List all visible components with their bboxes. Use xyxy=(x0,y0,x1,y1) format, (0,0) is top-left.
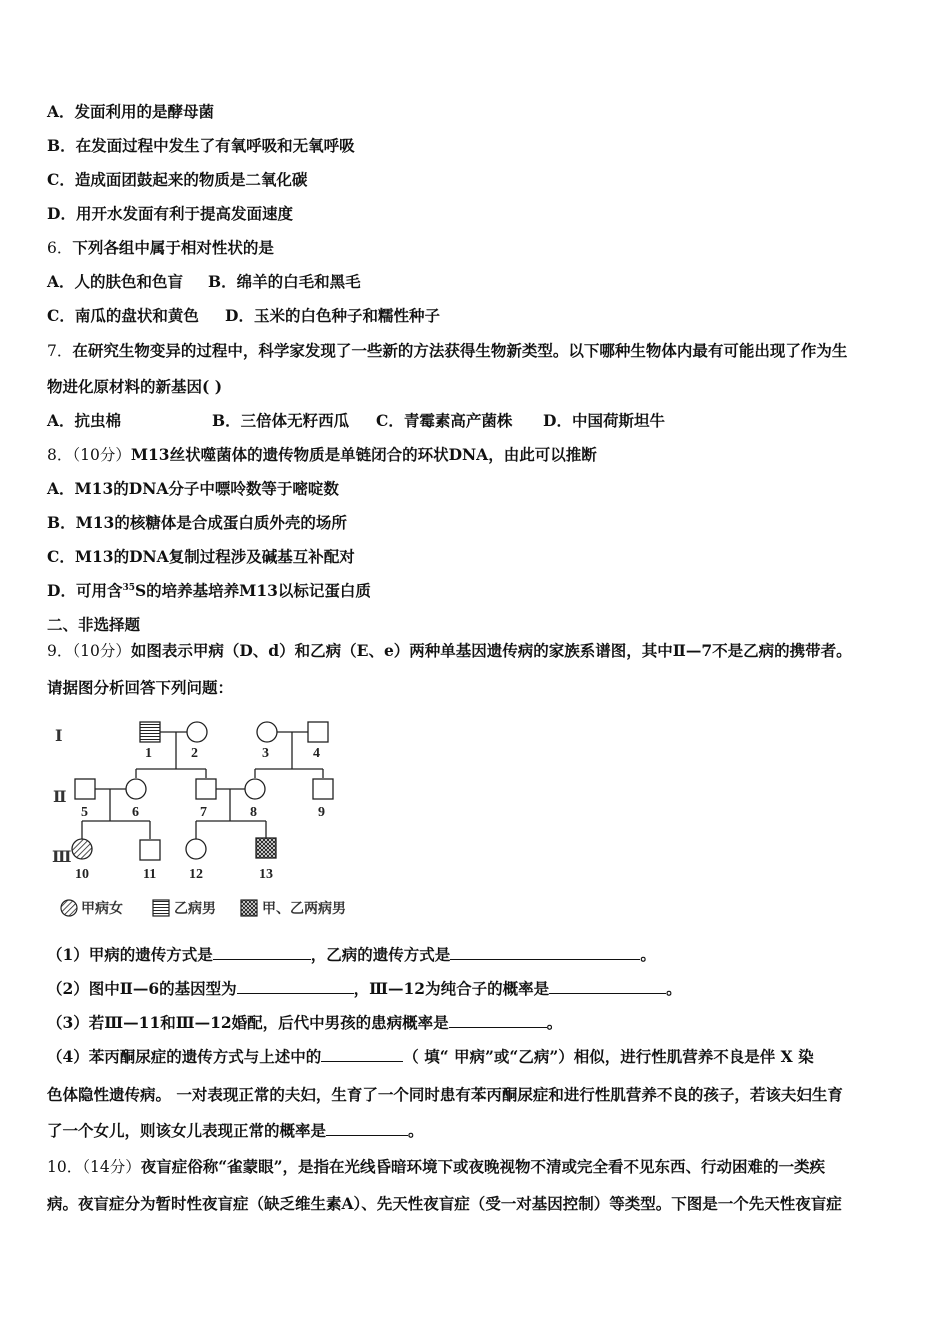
q7-stem-line2: 物进化原材料的新基因( ) xyxy=(47,377,223,396)
q9-part4-text-e: 。 xyxy=(408,1121,424,1140)
individual-numbers xyxy=(75,746,325,882)
q9-part3-blank[interactable] xyxy=(449,1013,547,1028)
individual-4-male xyxy=(308,722,328,742)
individual-12-female xyxy=(186,839,206,859)
q9-part4-line1 xyxy=(47,1047,814,1067)
q6-options-row2 xyxy=(47,306,440,326)
q7-stem-text1: 在研究生物变异的过程中，科学家发现了一些新的方法获得生物新类型。以下哪种生物体内最有可能出现了作为生 xyxy=(72,341,848,360)
q6-options-row1 xyxy=(47,272,361,292)
individual-5-male xyxy=(75,779,95,799)
q9-part3-text-b: 。 xyxy=(546,1013,563,1032)
q7-options xyxy=(47,411,665,431)
label-12: 12 xyxy=(189,867,203,882)
q9-part2 xyxy=(47,979,682,999)
q8-option-b: B．M13的核糖体是合成蛋白质外壳的场所 xyxy=(47,513,347,532)
gen-label-1: Ⅰ xyxy=(55,728,63,745)
legend-affected-male-b-symbol xyxy=(153,900,169,916)
legend-affected-male-b-label: 乙病男 xyxy=(174,902,216,917)
q8-stem xyxy=(47,445,597,465)
label-1: 1 xyxy=(145,746,152,761)
q9-part1 xyxy=(47,945,656,965)
q9-part4-text-b: （ 填“ 甲病”或“乙病”）相似，进行性肌营养不良是伴 X 染 xyxy=(403,1047,814,1066)
q9-part4-line2: 色体隐性遗传病。 一对表现正常的夫妇，生育了一个同时患有苯丙酮尿症和进行性肌营养不良的孩子，若该夫妇生育 xyxy=(47,1085,843,1104)
q9-part2-blank-1[interactable] xyxy=(237,979,354,994)
q9-stem-line2: 请据图分析回答下列问题： xyxy=(47,678,234,697)
q10-stem-line1 xyxy=(47,1157,825,1177)
section-heading: 二、非选择题 xyxy=(47,615,141,634)
q10-stem-line2: 病。夜盲症分为暂时性夜盲症（缺乏维生素A）、先天性夜盲症（受一对基因控制）等类型。下图是一个先天性夜盲症 xyxy=(47,1194,842,1213)
legend-affected-female-symbol xyxy=(61,900,77,916)
gen-label-3: Ⅲ xyxy=(52,849,72,866)
q9-part3 xyxy=(47,1013,562,1033)
q9-part2-blank-2[interactable] xyxy=(549,979,666,994)
label-8: 8 xyxy=(250,805,257,820)
individual-11-male xyxy=(140,840,160,860)
q9-part1-text-b: ，乙病的遗传方式是 xyxy=(310,945,451,964)
pedigree-legend xyxy=(61,900,346,917)
q9-stem-text1: 如图表示甲病（D、d）和乙病（E、e）两种单基因遗传病的家族系谱图，其中Ⅱ—7不是乙病的携带者。 xyxy=(130,641,852,660)
individual-7-male xyxy=(196,779,216,799)
legend-affected-male-ab-label: 甲、乙两病男 xyxy=(262,902,346,917)
individual-6-female xyxy=(126,779,146,799)
q8-stem-text: M13丝状噬菌体的遗传物质是单链闭合的环状DNA，由此可以推断 xyxy=(130,445,597,464)
q9-part2-text-c: 。 xyxy=(666,979,682,998)
q9-part4-blank-2[interactable] xyxy=(326,1121,408,1136)
q7-stem-line1 xyxy=(47,341,847,361)
q9-part2-text-a: （2）图中Ⅱ—6的基因型为 xyxy=(47,979,237,998)
individual-10-affected-female-a xyxy=(72,839,92,859)
legend-affected-female-label: 甲病女 xyxy=(81,902,123,917)
individual-9-male xyxy=(313,779,333,799)
q6-option-c: C．南瓜的盘状和黄色 xyxy=(47,306,199,325)
q10-stem-text1: 夜盲症俗称“雀蒙眼”，是指在光线昏暗环境下或夜晚视物不清或完全看不见东西、行动困难的一类疾 xyxy=(140,1157,826,1176)
q8-option-c: C．M13的DNA复制过程涉及碱基互补配对 xyxy=(47,547,355,566)
gen-label-2: Ⅱ xyxy=(53,789,67,806)
q9-part4-line3 xyxy=(47,1121,424,1141)
q9-part1-blank-1[interactable] xyxy=(213,945,311,960)
pedigree-chart xyxy=(45,708,375,928)
label-5: 5 xyxy=(81,805,88,820)
q9-stem-line1 xyxy=(47,641,852,661)
q9-part4-blank-1[interactable] xyxy=(321,1047,403,1062)
q9-part4-text-d: 了一个女儿，则该女儿表现正常的概率是 xyxy=(47,1121,327,1140)
q9-part4-text-a: （4）苯丙酮尿症的遗传方式与上述中的 xyxy=(47,1047,322,1066)
q6-option-b: B．绵羊的白毛和黑毛 xyxy=(208,272,361,291)
q9-part2-text-b: ，Ⅲ—12为纯合子的概率是 xyxy=(353,979,550,998)
label-6: 6 xyxy=(132,805,139,820)
label-3: 3 xyxy=(262,746,269,761)
q9-part3-text-a: （3）若Ⅲ—11和Ⅲ—12婚配，后代中男孩的患病概率是 xyxy=(47,1013,449,1032)
q10-number: 10．（14分） xyxy=(47,1158,141,1176)
individual-1-affected-male-b xyxy=(140,722,160,742)
individual-13-affected-male-ab xyxy=(256,838,276,858)
q7-option-a: A．抗虫棉 xyxy=(47,411,122,430)
q5-option-a: A．发面利用的是酵母菌 xyxy=(47,102,215,121)
individual-3-female xyxy=(257,722,277,742)
label-13: 13 xyxy=(259,867,273,882)
q8-option-d-superscript: 35 xyxy=(122,582,135,593)
q8-number: 8．（10分） xyxy=(47,446,131,464)
q9-part1-text-a: （1）甲病的遗传方式是 xyxy=(47,945,213,964)
q9-part1-text-c: 。 xyxy=(640,945,656,964)
q9-part1-blank-2[interactable] xyxy=(450,945,640,960)
q6-stem xyxy=(47,238,274,258)
q6-number: 6． xyxy=(47,239,73,257)
label-4: 4 xyxy=(313,746,320,761)
q5-option-d: D．用开水发面有利于提高发面速度 xyxy=(47,204,293,223)
generation-labels xyxy=(52,728,71,866)
q7-option-b: B．三倍体无籽西瓜 xyxy=(212,411,350,430)
q9-number: 9．（10分） xyxy=(47,642,131,660)
q5-option-c: C．造成面团鼓起来的物质是二氧化碳 xyxy=(47,170,308,189)
q7-option-c: C．青霉素高产菌株 xyxy=(376,411,513,430)
label-9: 9 xyxy=(318,805,325,820)
q8-option-a: A．M13的DNA分子中嘌呤数等于嘧啶数 xyxy=(47,479,339,498)
q6-option-d: D．玉米的白色种子和糯性种子 xyxy=(225,306,440,325)
q8-option-d xyxy=(47,581,371,601)
q6-stem-text: 下列各组中属于相对性状的是 xyxy=(72,238,274,257)
individual-8-female xyxy=(245,779,265,799)
q6-option-a: A．人的肤色和色盲 xyxy=(47,272,184,291)
q7-number: 7． xyxy=(47,342,73,360)
label-11: 11 xyxy=(143,867,157,882)
pedigree-individuals xyxy=(72,722,333,860)
q7-option-d: D．中国荷斯坦牛 xyxy=(543,411,665,430)
individual-2-female xyxy=(187,722,207,742)
q8-option-d-prefix: D．可用含 xyxy=(47,581,123,600)
q5-option-b: B．在发面过程中发生了有氧呼吸和无氧呼吸 xyxy=(47,136,355,155)
label-10: 10 xyxy=(75,867,89,882)
label-7: 7 xyxy=(200,805,207,820)
label-2: 2 xyxy=(191,746,198,761)
q8-option-d-suffix: S的培养基培养M13以标记蛋白质 xyxy=(134,581,371,600)
legend-affected-male-ab-symbol xyxy=(241,900,257,916)
